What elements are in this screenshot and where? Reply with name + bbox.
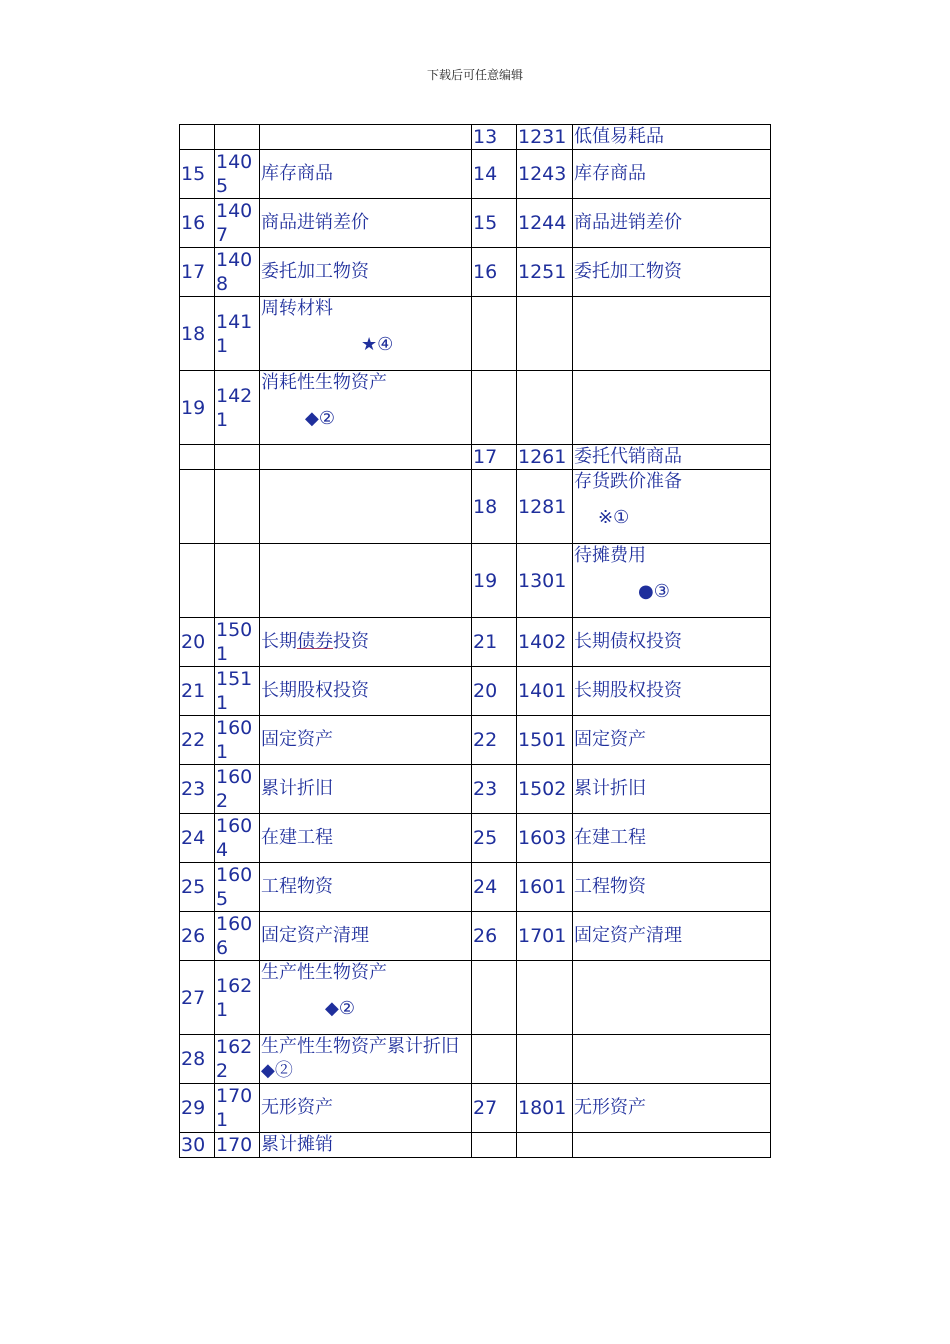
- left-seq-cell: 21: [180, 667, 215, 716]
- table-row: [180, 863, 771, 912]
- left-name-cell: 生产性生物资产累计折旧◆②: [260, 1035, 472, 1084]
- right-name-cell: 无形资产: [573, 1084, 771, 1133]
- right-code-cell: 1402: [517, 618, 573, 667]
- left-name-cell: 在建工程: [260, 814, 472, 863]
- right-seq-cell: 19: [472, 544, 517, 618]
- left-name-cell: 委托加工物资: [260, 248, 472, 297]
- name-part: 长期: [261, 631, 297, 652]
- left-code-cell: 1511: [215, 667, 260, 716]
- left-seq-cell: 20: [180, 618, 215, 667]
- right-seq-cell: [472, 297, 517, 371]
- left-seq-cell: 17: [180, 248, 215, 297]
- right-code-cell: 1243: [517, 150, 573, 199]
- account-name: 存货跌价准备: [574, 471, 682, 492]
- right-code-cell: [517, 297, 573, 371]
- right-code-cell: 1301: [517, 544, 573, 618]
- right-name-cell: [573, 470, 771, 544]
- table-row: [180, 371, 771, 445]
- right-code-cell: 1603: [517, 814, 573, 863]
- left-code-cell: 170: [215, 1133, 260, 1158]
- right-name-cell: 工程物资: [573, 863, 771, 912]
- table-row: [180, 199, 771, 248]
- left-code-cell: 1602: [215, 765, 260, 814]
- left-code-cell: 1501: [215, 618, 260, 667]
- right-name-cell: 委托加工物资: [573, 248, 771, 297]
- right-seq-cell: 20: [472, 667, 517, 716]
- right-name-cell: 委托代销商品: [573, 445, 771, 470]
- table-row: [180, 716, 771, 765]
- right-name-cell: 固定资产: [573, 716, 771, 765]
- table-row: [180, 125, 771, 150]
- left-code-cell: [215, 470, 260, 544]
- left-name-cell: 无形资产: [260, 1084, 472, 1133]
- right-seq-cell: [472, 371, 517, 445]
- left-code-cell: 1605: [215, 863, 260, 912]
- left-code-cell: 1601: [215, 716, 260, 765]
- right-seq-cell: 18: [472, 470, 517, 544]
- left-name-cell: 库存商品: [260, 150, 472, 199]
- table-row: [180, 470, 771, 544]
- right-name-cell: 库存商品: [573, 150, 771, 199]
- right-name-cell: [573, 1133, 771, 1158]
- left-seq-cell: 29: [180, 1084, 215, 1133]
- left-seq-cell: 16: [180, 199, 215, 248]
- left-name-cell: 长期股权投资: [260, 667, 472, 716]
- left-seq-cell: 23: [180, 765, 215, 814]
- right-seq-cell: 14: [472, 150, 517, 199]
- left-seq-cell: 26: [180, 912, 215, 961]
- left-code-cell: 1407: [215, 199, 260, 248]
- left-seq-cell: 25: [180, 863, 215, 912]
- left-name-cell: [260, 544, 472, 618]
- left-seq-cell: 18: [180, 297, 215, 371]
- right-seq-cell: 21: [472, 618, 517, 667]
- table-row: [180, 544, 771, 618]
- note-mark: ★④: [361, 334, 394, 355]
- right-code-cell: 1244: [517, 199, 573, 248]
- right-code-cell: [517, 1035, 573, 1084]
- right-seq-cell: 23: [472, 765, 517, 814]
- table-row: [180, 248, 771, 297]
- left-name-cell: 固定资产: [260, 716, 472, 765]
- left-code-cell: 1606: [215, 912, 260, 961]
- right-name-cell: [573, 544, 771, 618]
- left-seq-cell: 15: [180, 150, 215, 199]
- left-name-cell: [260, 371, 472, 445]
- right-name-cell: [573, 1035, 771, 1084]
- table-row: [180, 961, 771, 1035]
- table-row: [180, 1084, 771, 1133]
- right-name-cell: 长期债权投资: [573, 618, 771, 667]
- right-code-cell: [517, 1133, 573, 1158]
- note-mark: ◆②: [325, 998, 355, 1019]
- left-code-cell: 1621: [215, 961, 260, 1035]
- right-name-cell: [573, 371, 771, 445]
- right-seq-cell: 22: [472, 716, 517, 765]
- right-seq-cell: [472, 1035, 517, 1084]
- table-row: [180, 814, 771, 863]
- left-seq-cell: 28: [180, 1035, 215, 1084]
- account-mapping-table: [179, 124, 771, 1158]
- left-name-cell: 固定资产清理: [260, 912, 472, 961]
- right-seq-cell: 15: [472, 199, 517, 248]
- left-name-cell: [260, 297, 472, 371]
- right-code-cell: 1801: [517, 1084, 573, 1133]
- right-name-cell: [573, 297, 771, 371]
- left-name-cell: [260, 445, 472, 470]
- note-mark: ※①: [598, 507, 630, 528]
- left-name-cell: 工程物资: [260, 863, 472, 912]
- right-code-cell: 1701: [517, 912, 573, 961]
- left-seq-cell: 22: [180, 716, 215, 765]
- table-row: [180, 765, 771, 814]
- right-seq-cell: 13: [472, 125, 517, 150]
- right-code-cell: 1502: [517, 765, 573, 814]
- table-row: [180, 297, 771, 371]
- left-code-cell: 1405: [215, 150, 260, 199]
- left-seq-cell: 19: [180, 371, 215, 445]
- table-row: [180, 912, 771, 961]
- left-code-cell: 1411: [215, 297, 260, 371]
- left-seq-cell: 27: [180, 961, 215, 1035]
- left-name-cell: 累计摊销: [260, 1133, 472, 1158]
- left-name-cell: [260, 961, 472, 1035]
- table-row: [180, 1133, 771, 1158]
- right-name-cell: 商品进销差价: [573, 199, 771, 248]
- table-row: [180, 445, 771, 470]
- left-name-cell: [260, 618, 472, 667]
- right-seq-cell: 26: [472, 912, 517, 961]
- right-code-cell: 1231: [517, 125, 573, 150]
- right-name-cell: 在建工程: [573, 814, 771, 863]
- left-code-cell: [215, 544, 260, 618]
- right-seq-cell: [472, 961, 517, 1035]
- right-code-cell: 1601: [517, 863, 573, 912]
- table-row: [180, 1035, 771, 1084]
- left-seq-cell: [180, 445, 215, 470]
- left-seq-cell: [180, 470, 215, 544]
- right-seq-cell: 24: [472, 863, 517, 912]
- left-name-cell: [260, 125, 472, 150]
- page-header: 下载后可任意编辑: [426, 68, 523, 82]
- right-seq-cell: [472, 1133, 517, 1158]
- right-seq-cell: 16: [472, 248, 517, 297]
- right-code-cell: [517, 371, 573, 445]
- right-name-cell: 累计折旧: [573, 765, 771, 814]
- account-name: 周转材料: [261, 298, 333, 319]
- left-seq-cell: 30: [180, 1133, 215, 1158]
- left-name-cell: [260, 470, 472, 544]
- right-code-cell: 1281: [517, 470, 573, 544]
- account-name: 生产性生物资产: [261, 962, 387, 983]
- left-seq-cell: [180, 125, 215, 150]
- left-code-cell: 1604: [215, 814, 260, 863]
- left-name-cell: 商品进销差价: [260, 199, 472, 248]
- note-mark: ●③: [638, 581, 670, 602]
- right-name-cell: 低值易耗品: [573, 125, 771, 150]
- left-seq-cell: 24: [180, 814, 215, 863]
- table-row: [180, 150, 771, 199]
- left-code-cell: 1421: [215, 371, 260, 445]
- right-seq-cell: 27: [472, 1084, 517, 1133]
- right-seq-cell: 17: [472, 445, 517, 470]
- right-name-cell: 固定资产清理: [573, 912, 771, 961]
- right-code-cell: 1501: [517, 716, 573, 765]
- underlined-term: 债券: [297, 631, 333, 652]
- left-code-cell: [215, 125, 260, 150]
- table-row: [180, 618, 771, 667]
- left-code-cell: 1701: [215, 1084, 260, 1133]
- right-name-cell: 长期股权投资: [573, 667, 771, 716]
- left-seq-cell: [180, 544, 215, 618]
- right-code-cell: 1401: [517, 667, 573, 716]
- account-name: 消耗性生物资产: [261, 372, 387, 393]
- right-code-cell: 1261: [517, 445, 573, 470]
- left-code-cell: [215, 445, 260, 470]
- left-code-cell: 1408: [215, 248, 260, 297]
- right-name-cell: [573, 961, 771, 1035]
- table-row: [180, 667, 771, 716]
- note-mark: ◆②: [305, 408, 335, 429]
- name-part: 投资: [333, 631, 369, 652]
- right-seq-cell: 25: [472, 814, 517, 863]
- right-code-cell: [517, 961, 573, 1035]
- account-name: 待摊费用: [574, 545, 646, 566]
- left-code-cell: 1622: [215, 1035, 260, 1084]
- right-code-cell: 1251: [517, 248, 573, 297]
- left-name-cell: 累计折旧: [260, 765, 472, 814]
